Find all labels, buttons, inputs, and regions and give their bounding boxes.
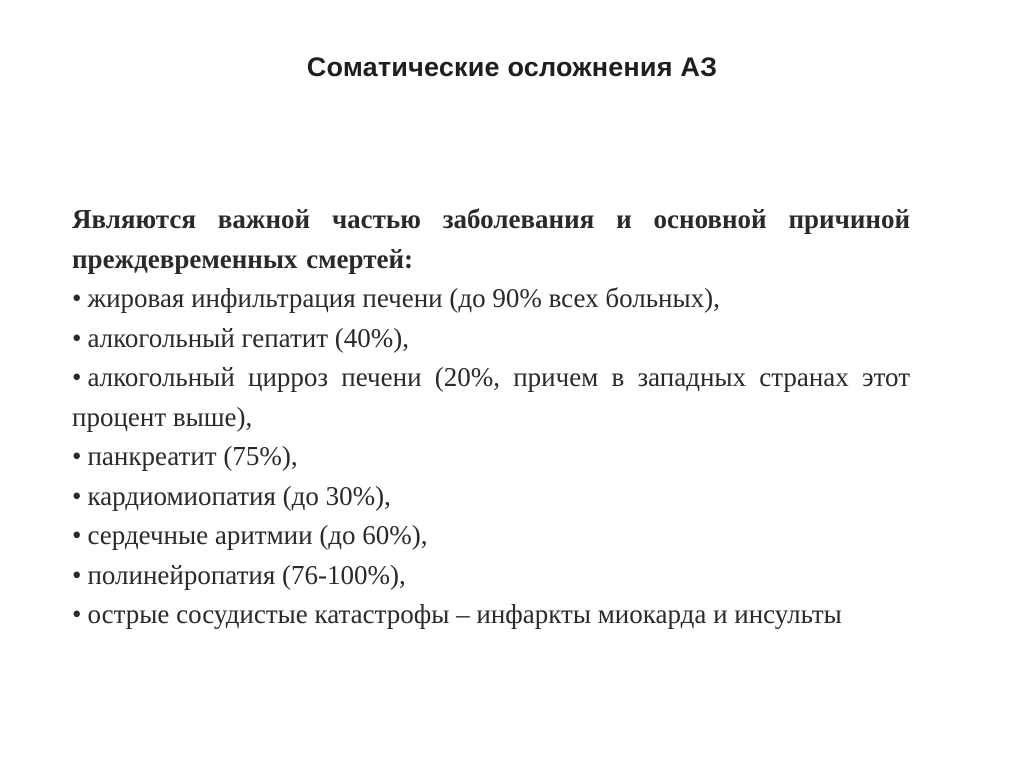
bullet-mark: • — [72, 322, 82, 353]
bullet-item — [72, 358, 910, 437]
bullet-text: острые сосудистые катастрофы – инфаркты миокарда и инсульты — [87, 599, 842, 629]
bullet-item — [72, 516, 910, 556]
bullet-text: панкреатит (75%), — [87, 441, 298, 471]
bullet-mark: • — [72, 362, 82, 392]
bullet-item — [72, 319, 910, 359]
bullet-mark: • — [72, 599, 82, 629]
bullet-text: алкогольный цирроз печени (20%, причем в западных странах этот процент выше), — [72, 362, 910, 432]
bullet-item — [72, 477, 910, 517]
bullet-text: полинейропатия (76-100%), — [87, 559, 406, 590]
bullet-text: алкогольный гепатит (40%), — [87, 322, 409, 353]
bullet-text: сердечные аритмии (до 60%), — [87, 520, 428, 550]
bullet-item — [72, 595, 910, 635]
bullet-item — [72, 556, 910, 596]
bullet-mark: • — [72, 441, 82, 471]
bullet-item — [72, 437, 910, 477]
bullet-mark: • — [72, 559, 82, 590]
slide-body — [72, 200, 910, 635]
bullet-mark: • — [72, 480, 82, 511]
bullet-mark: • — [72, 520, 82, 550]
bullet-item — [72, 279, 910, 319]
bullet-text: кардиомиопатия (до 30%), — [87, 480, 391, 511]
bullet-mark: • — [72, 283, 82, 313]
bullet-text: жировая инфильтрация печени (до 90% всех больных), — [87, 283, 720, 313]
intro-text: Являются важной частью заболевания и основной причиной преждевременных смертей: — [72, 204, 910, 274]
slide-title: Соматические осложнения АЗ — [306, 52, 718, 82]
